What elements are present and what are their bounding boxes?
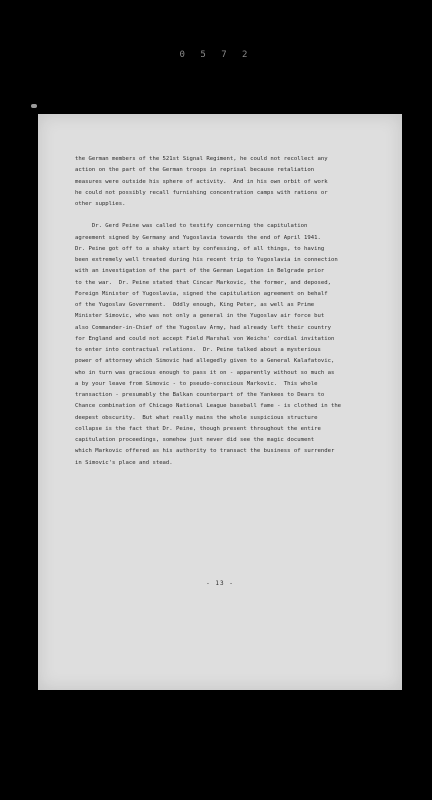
text-line: capitulation proceedings, somehow just never did see the magic document: [75, 437, 315, 443]
text-line: with an investigation of the part of the German Legation in Belgrade prior: [75, 268, 325, 275]
film-speck: [31, 104, 37, 108]
text-line: agreement signed by Germany and Yugoslavia towards the end of April 1941.: [75, 234, 321, 241]
document-page: [38, 114, 402, 690]
text-line: deepest obscurity. But what really mains the whole suspicious structure: [75, 414, 318, 421]
text-line: action on the part of the German troops in reprisal because retaliation: [75, 167, 315, 174]
text-line: the German members of the 521st Signal Regiment, he could not recollect any: [75, 156, 328, 162]
text-line: also Commander-in-Chief of the Yugoslav Army, had already left their country: [75, 324, 331, 331]
text-line: Minister Simovic, who was not only a general in the Yugoslav air force but: [75, 313, 325, 320]
text-line: been extremely well treated during his recent trip to Yugoslavia in connection: [75, 257, 338, 263]
text-line: to enter into contractual relations. Dr. Peine talked about a mysterious: [75, 347, 321, 353]
paragraph-gap: [75, 210, 371, 221]
text-line: transaction - presumably the Balkan counterpart of the Yankees to Dears to: [75, 392, 325, 398]
text-line: a by your leave from Simovic - to pseudo-conscious Markovic. This whole: [75, 380, 318, 387]
text-line: Dr. Gerd Peine was called to testify concerning the capitulation: [75, 223, 308, 230]
text-line: to the war. Dr. Peine stated that Cincar Markovic, the former, and deposed,: [75, 279, 331, 286]
text-line: other supplies.: [75, 201, 126, 207]
film-frame-number: 0 5 7 2: [179, 50, 253, 60]
text-line: who in turn was gracious enough to pass it on - apparently without so much as: [75, 369, 335, 376]
text-line: he could not possibly recall furnishing concentration camps with rations or: [75, 189, 328, 196]
page-number: - 13 -: [206, 580, 234, 587]
body-text: [75, 154, 371, 469]
text-line: for England and could not accept Field Marshal von Weichs' cordial invitation: [75, 335, 335, 342]
text-line: Foreign Minister of Yugoslavia, signed the capitulation agreement on behalf: [75, 290, 328, 297]
text-line: in Simovic's place and stead.: [75, 459, 173, 466]
text-line: power of attorney which Simovic had allegedly given to a General Kalafatovic,: [75, 358, 335, 365]
text-line: collapse is the fact that Dr. Peine, though present throughout the entire: [75, 425, 321, 432]
text-line: Chance combination of Chicago National League baseball fame - is clothed in the: [75, 403, 342, 410]
text-line: which Markovic offered as his authority to transact the business of surrender: [75, 448, 335, 455]
text-line: of the Yugoslav Government. Oddly enough, King Peter, as well as Prime: [75, 302, 315, 308]
text-line: Dr. Peine got off to a shaky start by confessing, of all things, to having: [75, 245, 325, 252]
text-line: measures were outside his sphere of activity. And in his own orbit of work: [75, 178, 328, 185]
